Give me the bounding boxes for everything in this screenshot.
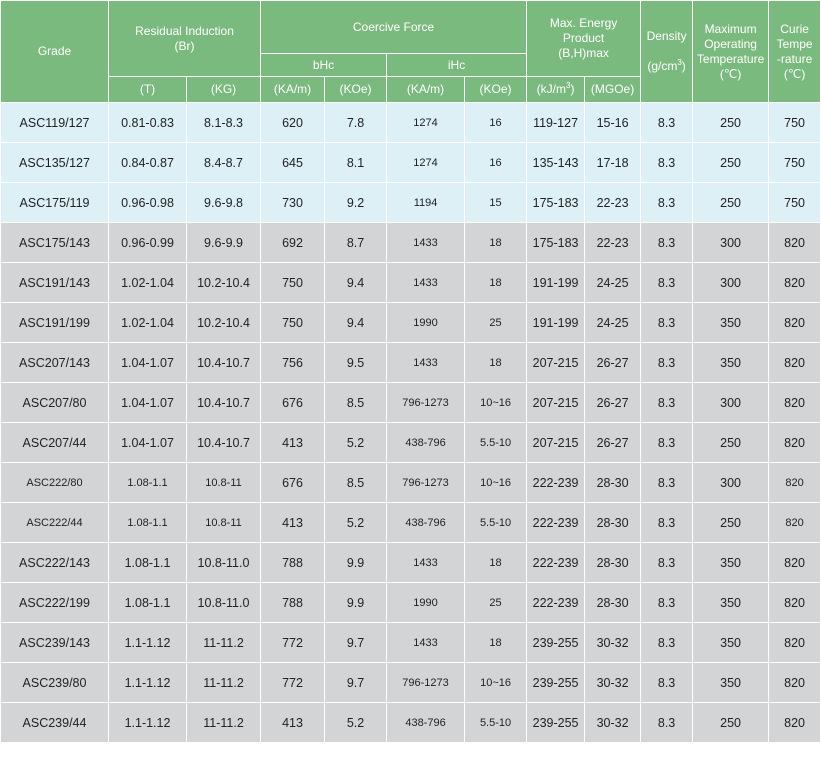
cell-bhmax-mgoe: 28-30 <box>585 463 641 503</box>
cell-max-op-temp: 250 <box>693 143 769 183</box>
cell-ihc-ka: 1990 <box>387 583 465 623</box>
cell-br-kilogauss: 11-11.2 <box>187 703 261 743</box>
cell-bhmax-mgoe: 26-27 <box>585 423 641 463</box>
table-row <box>1 223 821 263</box>
cell-br-tesla: 0.81-0.83 <box>109 103 187 143</box>
cell-bhc-ka: 676 <box>261 463 325 503</box>
cell-ihc-ka: 1274 <box>387 103 465 143</box>
cell-curie-temp: 820 <box>769 463 821 503</box>
cell-br-kilogauss: 9.6-9.8 <box>187 183 261 223</box>
cell-bhc-ka: 413 <box>261 703 325 743</box>
cell-curie-temp: 750 <box>769 183 821 223</box>
cell-density: 8.3 <box>641 423 693 463</box>
cell-bhc-koe: 9.9 <box>325 583 387 623</box>
cell-grade: ASC222/143 <box>1 543 109 583</box>
cell-ihc-ka: 1274 <box>387 143 465 183</box>
cell-bhc-ka: 772 <box>261 663 325 703</box>
cell-max-op-temp: 350 <box>693 623 769 663</box>
cell-bhmax-mgoe: 24-25 <box>585 303 641 343</box>
cell-ihc-ka: 1194 <box>387 183 465 223</box>
cell-br-tesla: 1.08-1.1 <box>109 583 187 623</box>
cell-bhc-ka: 750 <box>261 263 325 303</box>
cell-bhc-koe: 7.8 <box>325 103 387 143</box>
cell-bhc-ka: 645 <box>261 143 325 183</box>
cell-curie-temp: 820 <box>769 423 821 463</box>
cell-curie-temp: 820 <box>769 543 821 583</box>
cell-bhmax-mgoe: 30-32 <box>585 703 641 743</box>
cell-bhmax-kj: 135-143 <box>527 143 585 183</box>
cell-ihc-ka: 796-1273 <box>387 463 465 503</box>
cell-bhc-koe: 5.2 <box>325 423 387 463</box>
table-header <box>1 1 821 103</box>
cell-bhmax-mgoe: 28-30 <box>585 543 641 583</box>
cell-bhmax-mgoe: 17-18 <box>585 143 641 183</box>
cell-max-op-temp: 350 <box>693 663 769 703</box>
table-row <box>1 463 821 503</box>
cell-bhmax-kj: 175-183 <box>527 223 585 263</box>
cell-grade: ASC222/80 <box>1 463 109 503</box>
unit-bhc-ka: (KA/m) <box>261 77 325 103</box>
cell-bhc-koe: 8.5 <box>325 383 387 423</box>
cell-bhc-ka: 620 <box>261 103 325 143</box>
cell-bhmax-mgoe: 26-27 <box>585 343 641 383</box>
cell-bhc-koe: 8.5 <box>325 463 387 503</box>
cell-ihc-koe: 5.5-10 <box>465 503 527 543</box>
cell-ihc-koe: 10~16 <box>465 463 527 503</box>
cell-density: 8.3 <box>641 143 693 183</box>
cell-ihc-koe: 16 <box>465 103 527 143</box>
cell-ihc-ka: 1433 <box>387 223 465 263</box>
cell-curie-temp: 820 <box>769 303 821 343</box>
cell-max-op-temp: 250 <box>693 183 769 223</box>
cell-grade: ASC222/199 <box>1 583 109 623</box>
cell-br-kilogauss: 10.8-11 <box>187 463 261 503</box>
cell-max-op-temp: 250 <box>693 423 769 463</box>
cell-bhc-koe: 9.4 <box>325 263 387 303</box>
cell-max-op-temp: 350 <box>693 543 769 583</box>
cell-bhmax-mgoe: 30-32 <box>585 623 641 663</box>
cell-density: 8.3 <box>641 703 693 743</box>
header-density: Density $(g/cm^3)$ <box>641 1 693 103</box>
table-row <box>1 303 821 343</box>
cell-max-op-temp: 350 <box>693 303 769 343</box>
cell-curie-temp: 820 <box>769 223 821 263</box>
table-row <box>1 423 821 463</box>
cell-br-kilogauss: 10.8-11.0 <box>187 543 261 583</box>
cell-grade: ASC191/199 <box>1 303 109 343</box>
cell-bhc-ka: 772 <box>261 623 325 663</box>
table-row <box>1 343 821 383</box>
cell-ihc-koe: 16 <box>465 143 527 183</box>
cell-density: 8.3 <box>641 103 693 143</box>
cell-bhmax-kj: 207-215 <box>527 343 585 383</box>
cell-curie-temp: 750 <box>769 143 821 183</box>
cell-br-tesla: 0.96-0.99 <box>109 223 187 263</box>
cell-grade: ASC222/44 <box>1 503 109 543</box>
cell-bhmax-mgoe: 28-30 <box>585 583 641 623</box>
unit-kj: $(kJ/m^3)$ <box>527 77 585 103</box>
cell-max-op-temp: 250 <box>693 503 769 543</box>
cell-ihc-ka: 438-796 <box>387 423 465 463</box>
cell-bhc-ka: 413 <box>261 503 325 543</box>
cell-density: 8.3 <box>641 383 693 423</box>
cell-max-op-temp: 250 <box>693 703 769 743</box>
unit-bhc-koe: (KOe) <box>325 77 387 103</box>
cell-br-kilogauss: 8.1-8.3 <box>187 103 261 143</box>
table-row <box>1 383 821 423</box>
cell-density: 8.3 <box>641 623 693 663</box>
cell-grade: ASC119/127 <box>1 103 109 143</box>
cell-ihc-ka: 1433 <box>387 543 465 583</box>
cell-density: 8.3 <box>641 183 693 223</box>
cell-br-tesla: 1.04-1.07 <box>109 423 187 463</box>
cell-bhmax-mgoe: 28-30 <box>585 503 641 543</box>
cell-max-op-temp: 300 <box>693 223 769 263</box>
cell-bhmax-kj: 207-215 <box>527 383 585 423</box>
cell-ihc-koe: 18 <box>465 543 527 583</box>
unit-ihc-ka: (KA/m) <box>387 77 465 103</box>
cell-max-op-temp: 300 <box>693 263 769 303</box>
header-grade: Grade <box>1 1 109 103</box>
cell-bhmax-mgoe: 15-16 <box>585 103 641 143</box>
cell-ihc-ka: 796-1273 <box>387 383 465 423</box>
cell-bhc-ka: 756 <box>261 343 325 383</box>
cell-curie-temp: 820 <box>769 583 821 623</box>
cell-bhc-ka: 730 <box>261 183 325 223</box>
cell-br-kilogauss: 10.8-11 <box>187 503 261 543</box>
cell-bhmax-kj: 222-239 <box>527 583 585 623</box>
cell-br-tesla: 1.1-1.12 <box>109 623 187 663</box>
cell-bhmax-mgoe: 22-23 <box>585 183 641 223</box>
table-row <box>1 623 821 663</box>
cell-br-kilogauss: 9.6-9.9 <box>187 223 261 263</box>
cell-br-tesla: 0.84-0.87 <box>109 143 187 183</box>
cell-grade: ASC135/127 <box>1 143 109 183</box>
cell-bhmax-kj: 191-199 <box>527 303 585 343</box>
cell-density: 8.3 <box>641 583 693 623</box>
table-row <box>1 543 821 583</box>
table-row <box>1 503 821 543</box>
cell-ihc-ka: 438-796 <box>387 503 465 543</box>
table-body <box>1 103 821 743</box>
cell-curie-temp: 820 <box>769 263 821 303</box>
table-row <box>1 143 821 183</box>
cell-max-op-temp: 250 <box>693 103 769 143</box>
header-residual-induction: Residual Induction (Br) <box>109 1 261 77</box>
cell-br-tesla: 1.04-1.07 <box>109 383 187 423</box>
cell-max-op-temp: 300 <box>693 463 769 503</box>
cell-br-tesla: 1.1-1.12 <box>109 703 187 743</box>
cell-ihc-ka: 1433 <box>387 623 465 663</box>
cell-br-kilogauss: 10.4-10.7 <box>187 423 261 463</box>
cell-bhc-koe: 9.7 <box>325 663 387 703</box>
cell-bhc-koe: 9.7 <box>325 623 387 663</box>
cell-ihc-koe: 25 <box>465 583 527 623</box>
cell-ihc-ka: 438-796 <box>387 703 465 743</box>
cell-density: 8.3 <box>641 303 693 343</box>
cell-bhmax-mgoe: 22-23 <box>585 223 641 263</box>
cell-ihc-ka: 1433 <box>387 263 465 303</box>
cell-br-kilogauss: 10.4-10.7 <box>187 343 261 383</box>
cell-br-kilogauss: 10.2-10.4 <box>187 263 261 303</box>
unit-kilogauss: (KG) <box>187 77 261 103</box>
cell-bhmax-kj: 222-239 <box>527 543 585 583</box>
cell-curie-temp: 820 <box>769 663 821 703</box>
table-row <box>1 263 821 303</box>
cell-bhc-ka: 692 <box>261 223 325 263</box>
cell-grade: ASC175/143 <box>1 223 109 263</box>
cell-density: 8.3 <box>641 543 693 583</box>
header-max-operating-temperature: Maximum Operating Temperature (℃) <box>693 1 769 103</box>
cell-bhc-koe: 5.2 <box>325 503 387 543</box>
cell-br-kilogauss: 8.4-8.7 <box>187 143 261 183</box>
cell-max-op-temp: 350 <box>693 343 769 383</box>
cell-bhmax-kj: 239-255 <box>527 663 585 703</box>
table-row <box>1 703 821 743</box>
header-curie-temperature: Curie Tempe -rature (℃) <box>769 1 821 103</box>
cell-bhmax-kj: 119-127 <box>527 103 585 143</box>
cell-density: 8.3 <box>641 503 693 543</box>
table-row <box>1 663 821 703</box>
unit-tesla: (T) <box>109 77 187 103</box>
cell-curie-temp: 820 <box>769 503 821 543</box>
cell-ihc-ka: 1433 <box>387 343 465 383</box>
cell-ihc-koe: 5.5-10 <box>465 703 527 743</box>
cell-bhmax-mgoe: 30-32 <box>585 663 641 703</box>
cell-curie-temp: 820 <box>769 343 821 383</box>
cell-bhmax-mgoe: 24-25 <box>585 263 641 303</box>
cell-grade: ASC239/80 <box>1 663 109 703</box>
cell-br-kilogauss: 10.8-11.0 <box>187 583 261 623</box>
cell-density: 8.3 <box>641 463 693 503</box>
cell-grade: ASC239/44 <box>1 703 109 743</box>
cell-grade: ASC207/143 <box>1 343 109 383</box>
cell-bhmax-kj: 239-255 <box>527 623 585 663</box>
cell-bhc-ka: 413 <box>261 423 325 463</box>
table-row <box>1 583 821 623</box>
cell-br-tesla: 0.96-0.98 <box>109 183 187 223</box>
cell-density: 8.3 <box>641 223 693 263</box>
cell-br-kilogauss: 11-11.2 <box>187 663 261 703</box>
cell-bhmax-kj: 222-239 <box>527 503 585 543</box>
cell-bhc-koe: 8.1 <box>325 143 387 183</box>
cell-ihc-koe: 18 <box>465 263 527 303</box>
cell-bhmax-kj: 191-199 <box>527 263 585 303</box>
cell-density: 8.3 <box>641 343 693 383</box>
cell-grade: ASC191/143 <box>1 263 109 303</box>
cell-br-tesla: 1.08-1.1 <box>109 543 187 583</box>
cell-ihc-koe: 18 <box>465 623 527 663</box>
cell-bhc-ka: 788 <box>261 543 325 583</box>
cell-grade: ASC207/44 <box>1 423 109 463</box>
cell-bhmax-kj: 222-239 <box>527 463 585 503</box>
cell-br-kilogauss: 11-11.2 <box>187 623 261 663</box>
cell-density: 8.3 <box>641 663 693 703</box>
cell-bhc-ka: 788 <box>261 583 325 623</box>
cell-br-kilogauss: 10.2-10.4 <box>187 303 261 343</box>
cell-bhc-koe: 9.2 <box>325 183 387 223</box>
cell-grade: ASC207/80 <box>1 383 109 423</box>
cell-ihc-koe: 18 <box>465 343 527 383</box>
cell-bhc-koe: 9.9 <box>325 543 387 583</box>
cell-br-tesla: 1.02-1.04 <box>109 263 187 303</box>
cell-curie-temp: 750 <box>769 103 821 143</box>
cell-ihc-koe: 10~16 <box>465 663 527 703</box>
cell-max-op-temp: 350 <box>693 583 769 623</box>
table-row <box>1 183 821 223</box>
cell-br-tesla: 1.1-1.12 <box>109 663 187 703</box>
cell-bhmax-kj: 175-183 <box>527 183 585 223</box>
table-row <box>1 103 821 143</box>
cell-curie-temp: 820 <box>769 383 821 423</box>
cell-bhmax-kj: 239-255 <box>527 703 585 743</box>
cell-curie-temp: 820 <box>769 703 821 743</box>
cell-br-tesla: 1.08-1.1 <box>109 503 187 543</box>
cell-ihc-ka: 1990 <box>387 303 465 343</box>
cell-curie-temp: 820 <box>769 623 821 663</box>
header-max-energy-product: Max. Energy Product (B,H)max <box>527 1 641 77</box>
cell-bhc-koe: 9.4 <box>325 303 387 343</box>
cell-ihc-ka: 796-1273 <box>387 663 465 703</box>
header-coercive-force: Coercive Force <box>261 1 527 54</box>
cell-density: 8.3 <box>641 263 693 303</box>
header-bhc: bHc <box>261 54 387 77</box>
unit-mgoe: (MGOe) <box>585 77 641 103</box>
cell-bhmax-mgoe: 26-27 <box>585 383 641 423</box>
cell-max-op-temp: 300 <box>693 383 769 423</box>
cell-ihc-koe: 15 <box>465 183 527 223</box>
cell-bhc-koe: 9.5 <box>325 343 387 383</box>
cell-br-tesla: 1.02-1.04 <box>109 303 187 343</box>
cell-br-tesla: 1.08-1.1 <box>109 463 187 503</box>
cell-ihc-koe: 25 <box>465 303 527 343</box>
unit-ihc-koe: (KOe) <box>465 77 527 103</box>
cell-bhmax-kj: 207-215 <box>527 423 585 463</box>
cell-br-tesla: 1.04-1.07 <box>109 343 187 383</box>
header-ihc: iHc <box>387 54 527 77</box>
cell-bhc-koe: 8.7 <box>325 223 387 263</box>
cell-ihc-koe: 10~16 <box>465 383 527 423</box>
cell-bhc-koe: 5.2 <box>325 703 387 743</box>
cell-ihc-koe: 5.5-10 <box>465 423 527 463</box>
cell-grade: ASC239/143 <box>1 623 109 663</box>
cell-br-kilogauss: 10.4-10.7 <box>187 383 261 423</box>
cell-bhc-ka: 750 <box>261 303 325 343</box>
cell-bhc-ka: 676 <box>261 383 325 423</box>
cell-grade: ASC175/119 <box>1 183 109 223</box>
cell-ihc-koe: 18 <box>465 223 527 263</box>
